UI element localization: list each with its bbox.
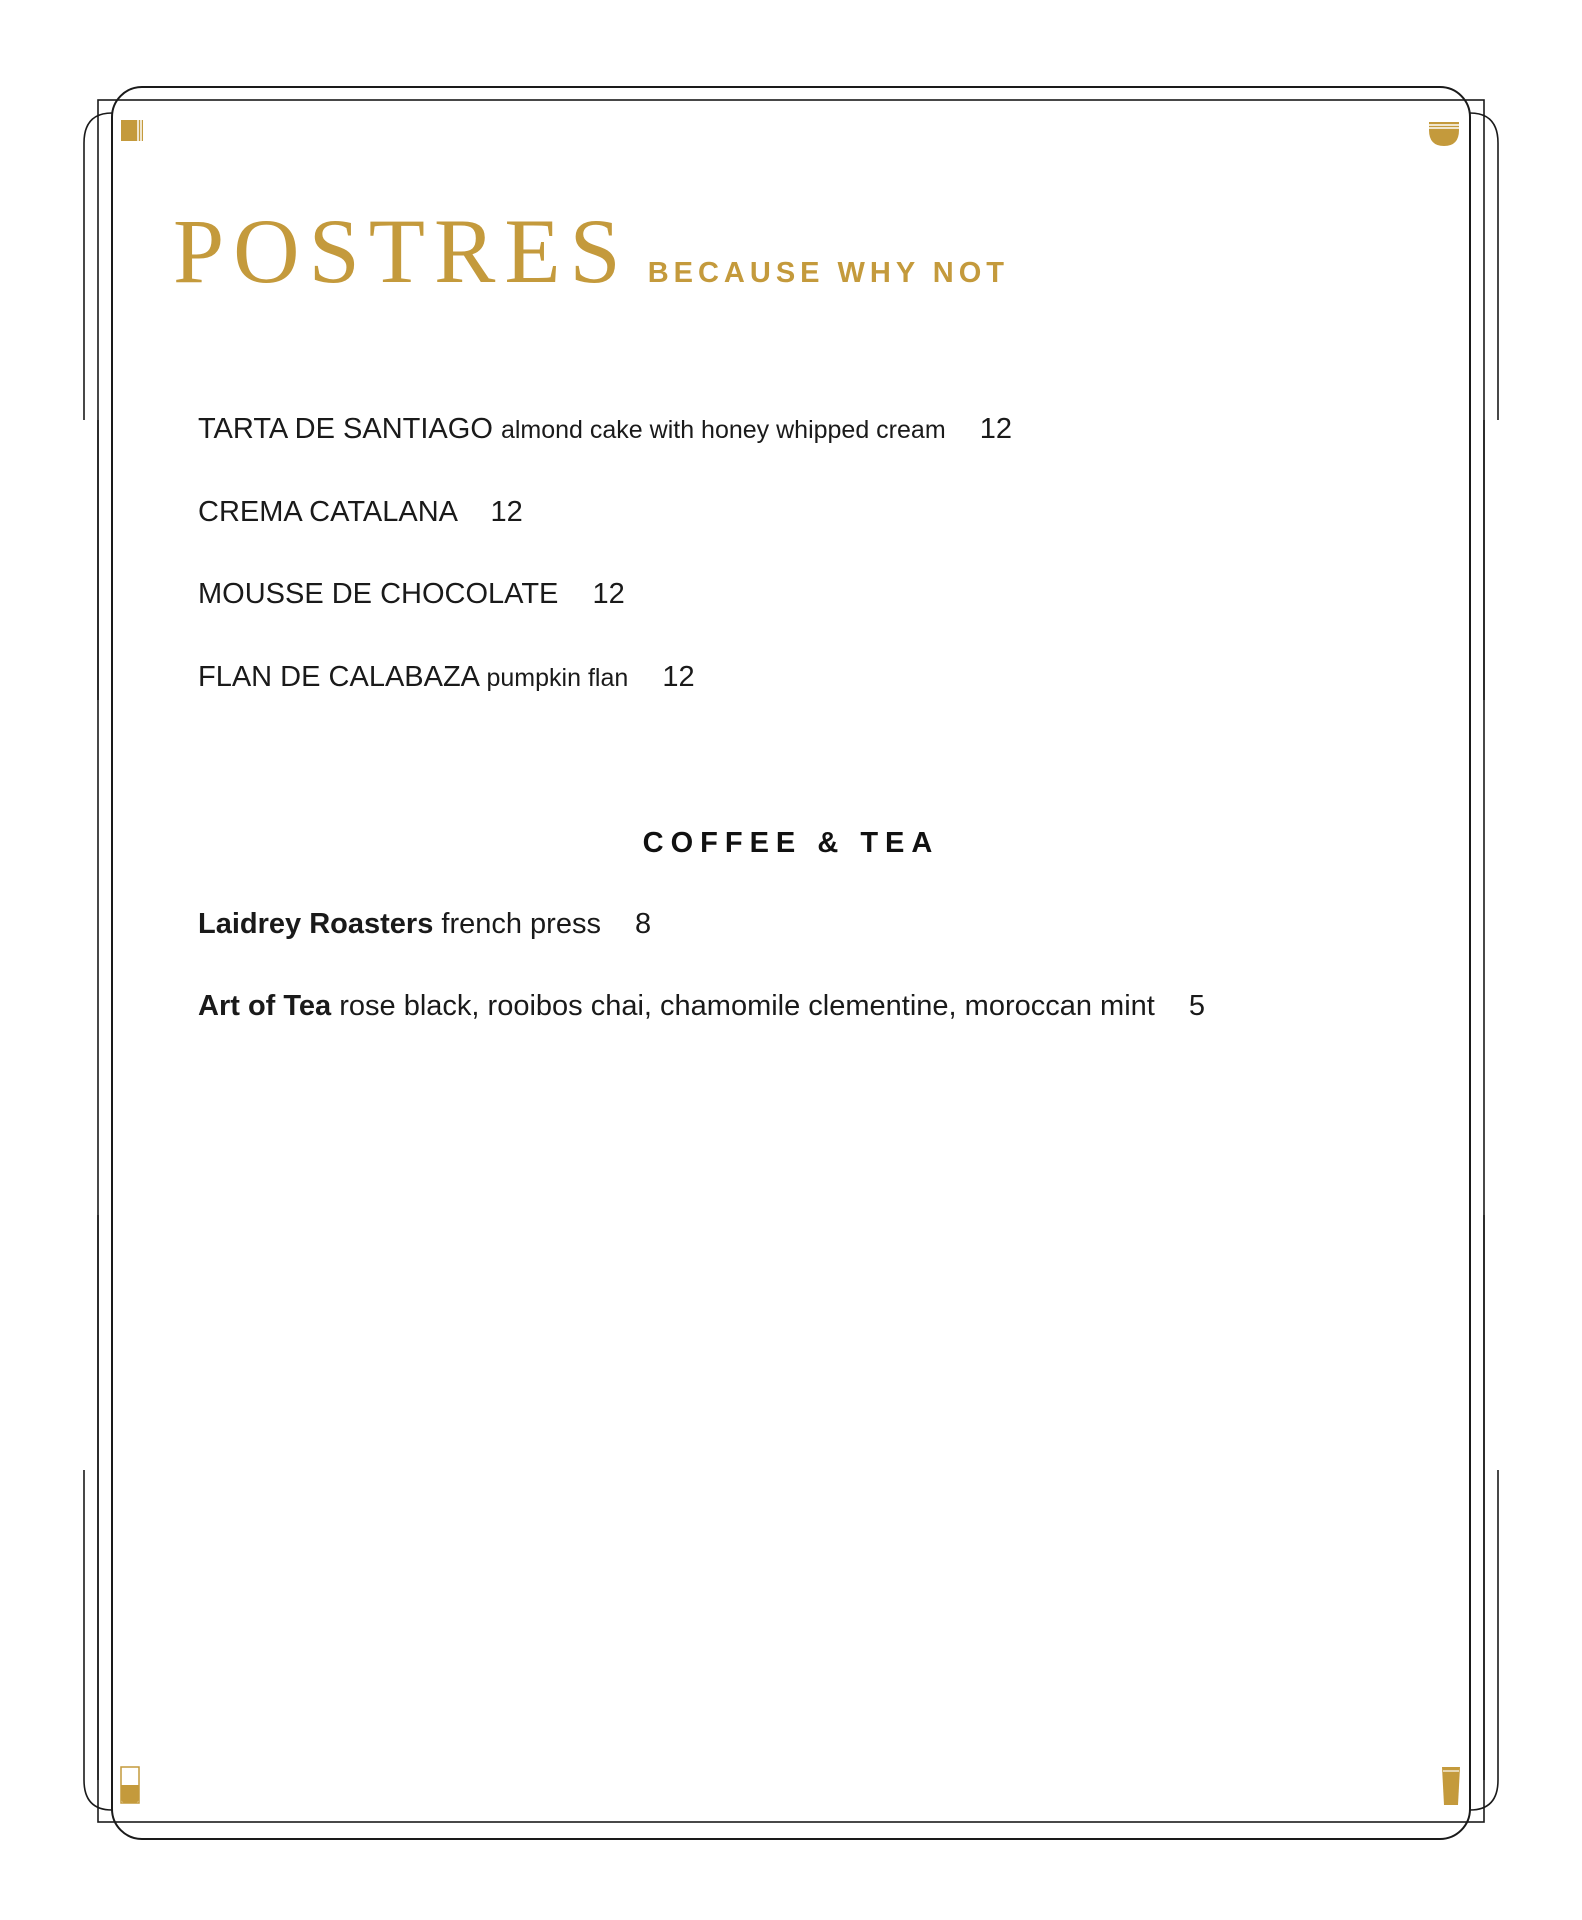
menu-item-price: 12 bbox=[592, 578, 625, 610]
menu-item-name: MOUSSE DE CHOCOLATE bbox=[198, 578, 559, 610]
frame-outer-border bbox=[112, 87, 1470, 1839]
menu-item-price: 12 bbox=[490, 496, 523, 528]
menu-item bbox=[198, 413, 1012, 446]
menu-item-brand: Laidrey Roasters bbox=[198, 908, 434, 940]
menu-item-description: pumpkin flan bbox=[486, 664, 629, 692]
menu-item-description: rose black, rooibos chai, chamomile clementine, moroccan mint bbox=[339, 990, 1155, 1022]
menu-item-name: FLAN DE CALABAZA bbox=[198, 661, 479, 693]
menu-item-name: CREMA CATALANA bbox=[198, 496, 457, 528]
menu-item bbox=[198, 908, 651, 941]
menu-item-price: 12 bbox=[979, 413, 1012, 445]
menu-item-brand: Art of Tea bbox=[198, 990, 332, 1022]
menu-item-price: 8 bbox=[635, 908, 652, 940]
menu-item bbox=[198, 496, 523, 529]
cup-icon-top-right bbox=[1429, 122, 1459, 146]
menu-header bbox=[173, 198, 1009, 304]
page-subtitle: BECAUSE WHY NOT bbox=[647, 257, 1009, 289]
menu-item-description: almond cake with honey whipped cream bbox=[500, 416, 946, 444]
menu-item-price: 12 bbox=[662, 661, 695, 693]
glass-icon-bottom-right bbox=[1442, 1767, 1460, 1805]
glass-icon-bottom-left bbox=[121, 1767, 139, 1803]
menu-item bbox=[198, 990, 1205, 1023]
page-title: POSTRES bbox=[173, 200, 630, 302]
glass-icon-top-left bbox=[121, 120, 143, 141]
menu-item-price: 5 bbox=[1188, 990, 1206, 1022]
section-heading-coffee-tea: COFFEE & TEA bbox=[642, 827, 940, 859]
menu-item bbox=[198, 661, 695, 694]
frame-inner-border bbox=[98, 100, 1484, 1822]
menu-item-name: TARTA DE SANTIAGO bbox=[198, 413, 493, 445]
menu-item bbox=[198, 578, 625, 611]
menu-item-description: french press bbox=[441, 908, 601, 940]
